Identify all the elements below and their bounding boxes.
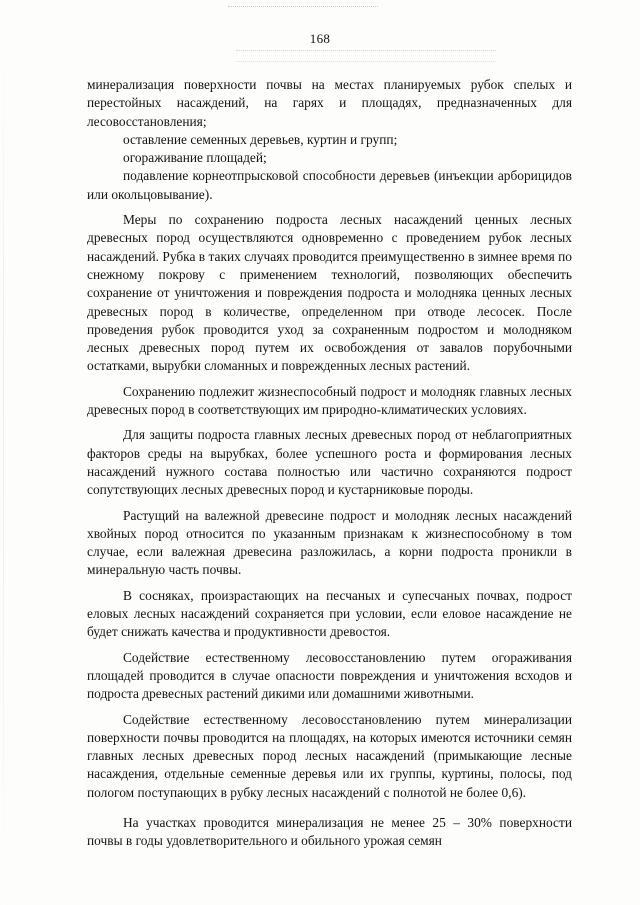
paragraph: Меры по сохранению подроста лесных насаждений ценных лесных древесных пород осуществляются одновременно с проведением рубок лесных насаждений. Рубка в таких случаях проводится преимущественно в зимнее время по снежному покрову с применением технологий, позволяющих обеспечить сохранение от уничтожения и повреждения подроста и молодняка ценных лесных древесных пород в количестве, определенном при отводе лесосек. После проведения рубок проводится уход за сохраненным подростом и молодняком лесных древесных пород путем их освобождения от завалов порубочными остатками, вырубки сломанных и поврежденных лесных растений. [87, 212, 572, 374]
paragraph-list-item: оставление семенных деревьев, куртин и групп; [123, 131, 398, 147]
paragraph: Содействие естественному лесовосстановлению путем минерализации поверхности почвы проводится на площадях, на которых имеются источники семян главных лесных древесных пород лесных насаждений (примыкающие лесные насаждения, отдельные семенные деревья или их группы, куртины, полосы, под пологом поступающих в рубку лесных насаждений с полнотой не более 0,6). [87, 711, 572, 800]
paragraph: Содействие естественному лесовосстановлению путем огораживания площадей проводится в случае опасности повреждения и уничтожения всходов и подроста древесных растений дикими или домашними животными. [87, 649, 572, 702]
paragraph: Сохранению подлежит жизнеспособный подрост и молодняк главных лесных древесных пород в соответствующих им природно-климатических условиях. [87, 383, 572, 418]
paragraph: Для защиты подроста главных лесных древесных пород от неблагоприятных факторов среды на вырубках, более успешного роста и формирования лесных насаждений нужного состава полностью или частично сохраняются подрост сопутствующих лесных древесных пород и кустарниковые породы. [87, 427, 572, 498]
scan-artifact-header [236, 50, 496, 62]
paragraph-continuation: минерализация поверхности почвы на местах планируемых рубок спелых и перестойных насаждений, на гарях и площадях, предназначенных для лесовосстановления; [87, 77, 572, 129]
paragraph: В сосняках, произрастающих на песчаных и супесчаных почвах, подрост еловых лесных насаждений сохраняется при условии, если еловое насаждение не будет снижать качества и продуктивности древостоя. [87, 587, 572, 640]
paragraph-list-item: огораживание площадей; [123, 150, 267, 166]
scan-edge-shadow [3, 0, 4, 905]
paragraph-list-item: подавление корнеотпрысковой способности деревьев (инъекции арборицидов или окольцовывание). [87, 168, 572, 202]
paragraph: На участках проводится минерализация не менее 25 – 30% поверхности почвы в годы удовлетворительного и обильного урожая семян [87, 814, 572, 849]
page-number: 168 [309, 31, 331, 46]
paragraph: Растущий на валежной древесине подрост и молодняк лесных насаждений хвойных пород относится по указанным признакам к жизнеспособному в том случае, если валежная древесина разложилась, а корни подроста проникли в минеральную часть почвы. [87, 507, 572, 578]
scan-artifact-top [228, 6, 378, 11]
document-body [87, 76, 572, 851]
